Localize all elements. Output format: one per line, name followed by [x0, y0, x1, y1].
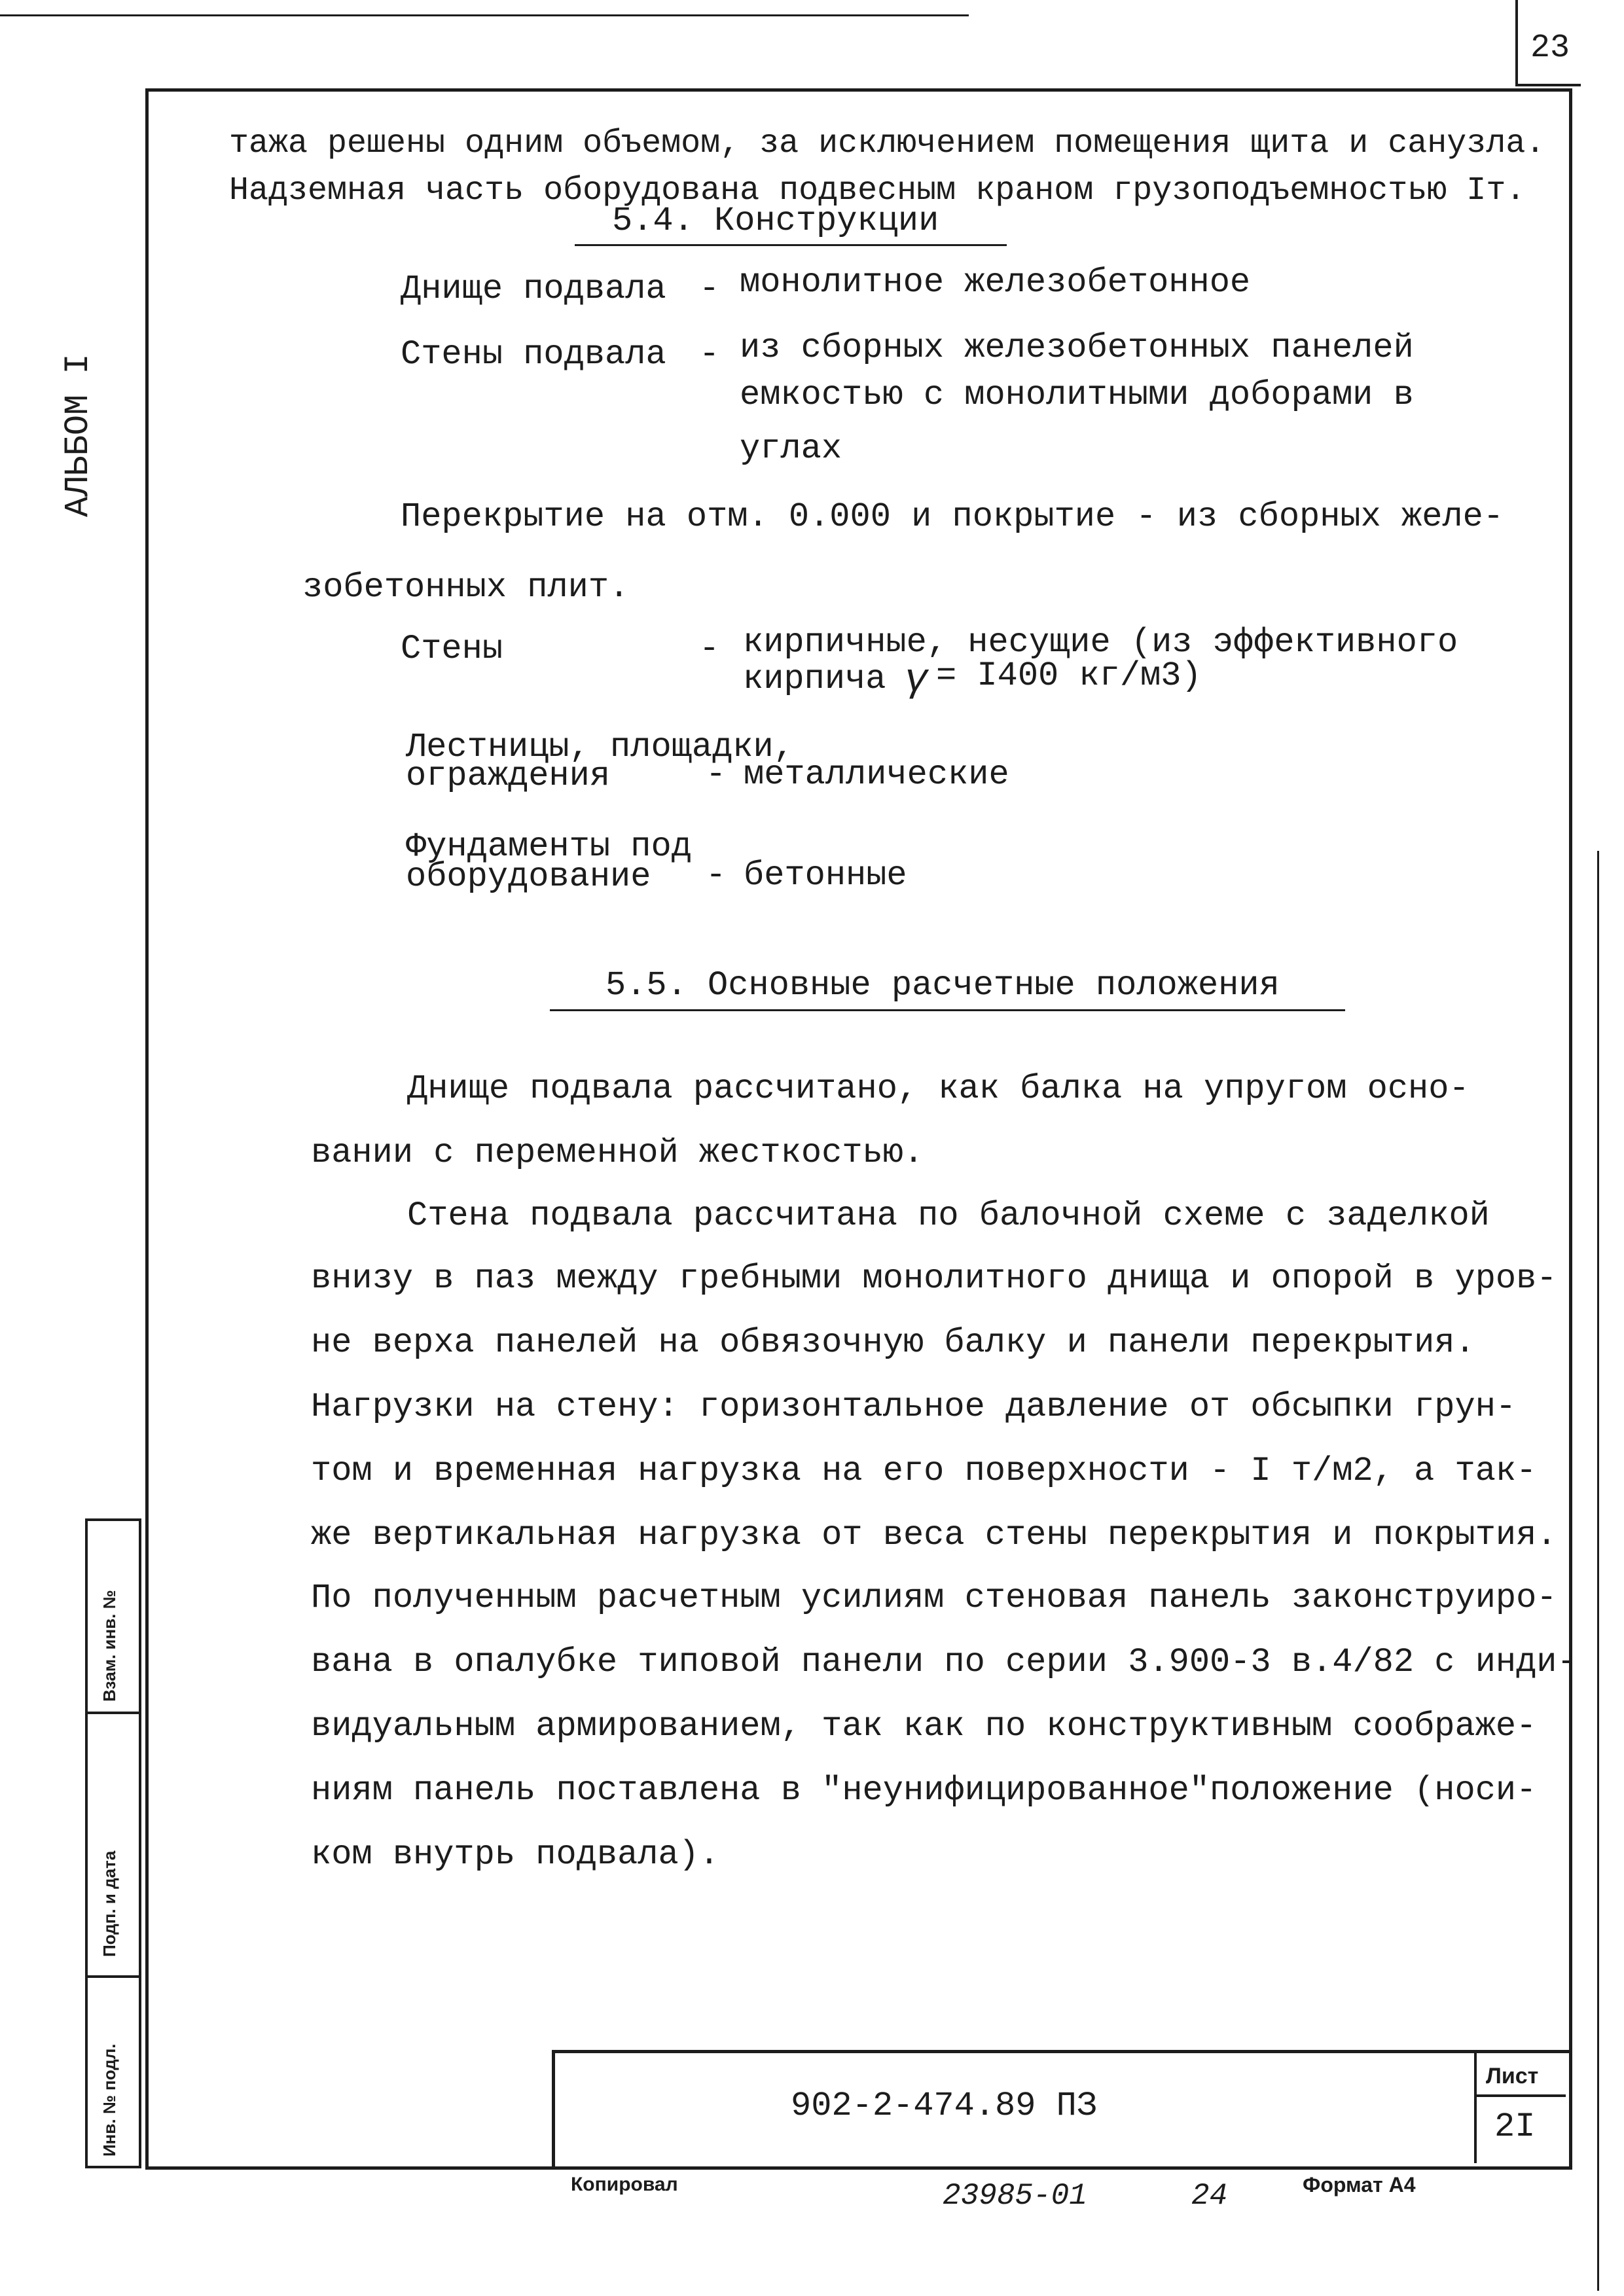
foundations-dash: - — [706, 856, 727, 895]
side-stamp-divider — [85, 1975, 139, 1978]
foundations-value: бетонные — [744, 856, 907, 895]
walls-label: Стены — [401, 630, 503, 668]
stairs-value: металлические — [744, 755, 1009, 794]
title-block-divider — [1474, 2050, 1477, 2163]
item-value: емкостью с монолитными доборами в — [740, 376, 1414, 414]
archive-page: 24 — [1191, 2179, 1228, 2213]
title-block-divider — [1474, 2094, 1566, 2097]
stairs-dash: - — [706, 755, 727, 794]
stamp-sign-date: Подп. и дата — [99, 1850, 119, 1957]
stairs-label: Лестницы, площадки, — [406, 728, 794, 766]
p2-line: том и временная нагрузка на его поверхности - I т/м2, а так- — [311, 1452, 1537, 1490]
p2-line: не верха панелей на обвязочную балку и панели перекрытия. — [311, 1323, 1475, 1362]
p2-line: Стена подвала рассчитана по балочной схеме с заделкой — [407, 1196, 1490, 1235]
side-stamp-divider — [85, 1712, 139, 1714]
p2-line: ниям панель поставлена в "неунифицированное"положение (носи- — [311, 1771, 1537, 1810]
walls-value-suffix: = I400 кг/м3) — [936, 656, 1202, 695]
walls-dash: - — [699, 630, 720, 668]
section-54-underline — [575, 244, 1007, 246]
section-54-title: 5.4. Конструкции — [612, 202, 939, 240]
section-55-title: 5.5. Основные расчетные положения — [605, 966, 1280, 1005]
page-corner-number: 23 — [1530, 29, 1570, 67]
stamp-replace-inv: Взам. инв. № — [99, 1590, 119, 1702]
intro-line-2: Надземная часть оборудована подвесным краном грузоподъемностью Iт. — [229, 172, 1526, 209]
p2-line: ком внутрь подвала). — [311, 1835, 720, 1874]
top-rule — [0, 14, 969, 16]
p1-line: Днище подвала рассчитано, как балка на упругом осно- — [407, 1069, 1470, 1108]
item-value: монолитное железобетонное — [740, 263, 1251, 302]
gamma-symbol: γ — [905, 658, 929, 703]
document-code: 902-2-474.89 ПЗ — [791, 2087, 1098, 2125]
p2-line: Нагрузки на стену: горизонтальное давление от обсыпки грун- — [311, 1388, 1517, 1426]
item-value: углах — [740, 429, 842, 468]
walls-value-prefix: кирпича — [743, 660, 886, 698]
section-55-underline — [550, 1009, 1345, 1011]
overlap-line-1: Перекрытие на отм. 0.000 и покрытие - из сборных желе- — [401, 497, 1504, 536]
p2-line: По полученным расчетным усилиям стеновая панель законструиро- — [311, 1579, 1557, 1617]
foundations-label: оборудование — [406, 857, 651, 896]
item-value: из сборных железобетонных панелей — [740, 329, 1414, 367]
right-edge-line — [1597, 851, 1599, 2291]
stairs-label: ограждения — [406, 757, 611, 795]
item-label: Днище подвала — [401, 270, 666, 308]
intro-line-1: тажа решены одним объемом, за исключением помещения щита и санузла. — [229, 125, 1545, 162]
sheet-number: 2I — [1494, 2108, 1536, 2146]
p2-line: вана в опалубке типовой панели по серии 3.900-3 в.4/82 с инди- — [311, 1643, 1578, 1681]
overlap-line-2: зобетонных плит. — [302, 568, 630, 607]
format-label: Формат А4 — [1303, 2173, 1416, 2197]
p2-line: внизу в паз между гребными монолитного днища и опорой в уров- — [311, 1259, 1557, 1298]
sheet-label: Лист — [1486, 2064, 1539, 2089]
corner-rule — [1515, 84, 1581, 86]
archive-number: 23985-01 — [943, 2179, 1087, 2213]
copied-label: Копировал — [571, 2174, 678, 2195]
album-label: АЛЬБОМ I — [59, 353, 98, 517]
item-label: Стены подвала — [401, 335, 666, 374]
p2-line: видуальным армированием, так как по конструктивным соображе- — [311, 1707, 1537, 1746]
item-dash: - — [699, 270, 720, 308]
stamp-inv-orig: Инв. № подл. — [99, 2043, 119, 2157]
item-dash: - — [699, 335, 720, 374]
corner-divider — [1515, 0, 1518, 85]
p2-line: же вертикальная нагрузка от веса стены перекрытия и покрытия. — [311, 1516, 1557, 1554]
walls-value-line-1: кирпичные, несущие (из эффективного — [743, 623, 1458, 662]
p1-line: вании с переменной жесткостью. — [311, 1134, 924, 1172]
foundations-label: Фундаменты под — [406, 827, 692, 866]
